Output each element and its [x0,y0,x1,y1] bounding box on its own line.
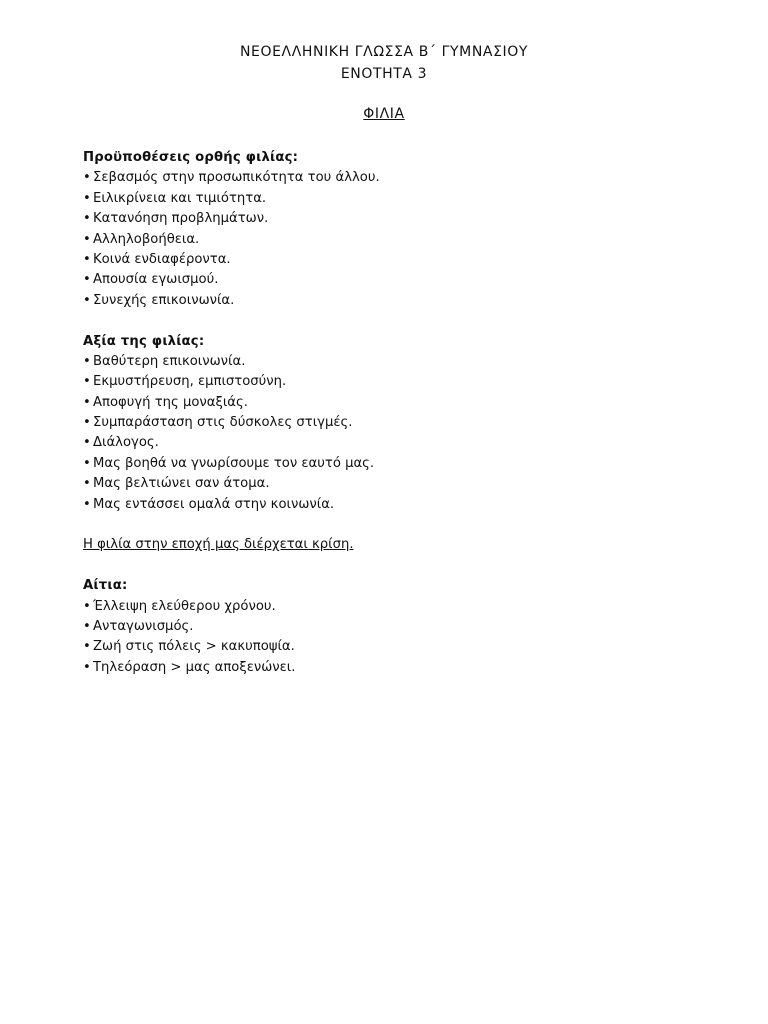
list-item-text: Αλληλοβοήθεια. [93,231,200,247]
list-item-text: Σεβασμός στην προσωπικότητα του άλλου. [93,170,380,186]
list-item-text: Έλλειψη ελεύθερου χρόνου. [93,598,276,614]
bullet-icon: • [83,598,91,614]
bullet-icon: • [83,476,91,492]
crisis-statement: Η φιλία στην εποχή μας διέρχεται κρίση. [83,537,354,553]
bullet-icon: • [83,435,91,451]
list-item [83,454,703,474]
list-item-text: Ζωή στις πόλεις > κακυποψία. [93,639,295,655]
bullet-icon: • [83,231,91,247]
list-item-text: Βαθύτερη επικοινωνία. [93,353,246,369]
list-item [83,291,703,311]
bullet-list [83,168,703,311]
bullet-list [83,352,703,515]
list-item-text: Συμπαράσταση στις δύσκολες στιγμές. [93,415,353,431]
bullet-icon: • [83,639,91,655]
section-causes [83,576,703,678]
bullet-icon: • [83,659,91,675]
unit-title-text: ΕΝΟΤΗΤΑ 3 [340,66,428,82]
list-item-text: Μας βελτιώνει σαν άτομα. [93,476,270,492]
bullet-icon: • [83,211,91,227]
topic-title [0,106,768,122]
list-item-text: Μας βοηθά να γνωρίσουμε τον εαυτό μας. [93,455,375,471]
spacer [83,556,703,576]
list-item [83,495,703,515]
bullet-list [83,597,703,679]
course-title-text: ΝΕΟΕΛΛΗΝΙΚΗ ΓΛΩΣΣΑ Β΄ ΓΥΜΝΑΣΙΟΥ [239,44,529,60]
list-item [83,270,703,290]
spacer [83,311,703,331]
list-item-text: Ειλικρίνεια και τιμιότητα. [93,190,267,206]
list-item [83,617,703,637]
list-item [83,352,703,372]
list-item [83,637,703,657]
bullet-icon: • [83,251,91,267]
list-item [83,372,703,392]
bullet-icon: • [83,496,91,512]
list-item [83,658,703,678]
list-item [83,393,703,413]
list-item [83,597,703,617]
course-title [0,44,768,60]
list-item-text: Ανταγωνισμός. [93,618,194,634]
list-item-text: Κοινά ενδιαφέροντα. [93,251,231,267]
list-item [83,168,703,188]
section-title: Προϋποθέσεις ορθής φιλίας: [83,150,299,165]
list-item [83,433,703,453]
list-item [83,474,703,494]
list-item-text: Εκμυστήρευση, εμπιστοσύνη. [93,374,287,390]
list-item-text: Μας εντάσσει ομαλά στην κοινωνία. [93,496,335,512]
list-item-text: Απουσία εγωισμού. [93,272,219,288]
section-prerequisites [83,148,703,311]
list-item [83,413,703,433]
list-item [83,230,703,250]
list-item-text: Τηλεόραση > μας αποξενώνει. [93,659,296,675]
bullet-icon: • [83,374,91,390]
document-body [83,148,703,678]
list-item-text: Συνεχής επικοινωνία. [93,292,235,308]
list-item [83,189,703,209]
topic-title-text: ΦΙΛΙΑ [363,106,405,122]
section-title: Αίτια: [83,578,128,594]
bullet-icon: • [83,190,91,206]
bullet-icon: • [83,272,91,288]
list-item [83,209,703,229]
bullet-icon: • [83,455,91,471]
bullet-icon: • [83,353,91,369]
bullet-icon: • [83,170,91,186]
bullet-icon: • [83,292,91,308]
section-value [83,332,703,516]
bullet-icon: • [83,618,91,634]
bullet-icon: • [83,415,91,431]
list-item-text: Κατανόηση προβλημάτων. [93,211,269,227]
spacer [83,515,703,535]
list-item-text: Αποφυγή της μοναξιάς. [93,394,248,410]
list-item-text: Διάλογος. [93,435,159,451]
list-item [83,250,703,270]
unit-title [0,66,768,82]
section-title: Αξία της φιλίας: [83,333,205,349]
bullet-icon: • [83,394,91,410]
